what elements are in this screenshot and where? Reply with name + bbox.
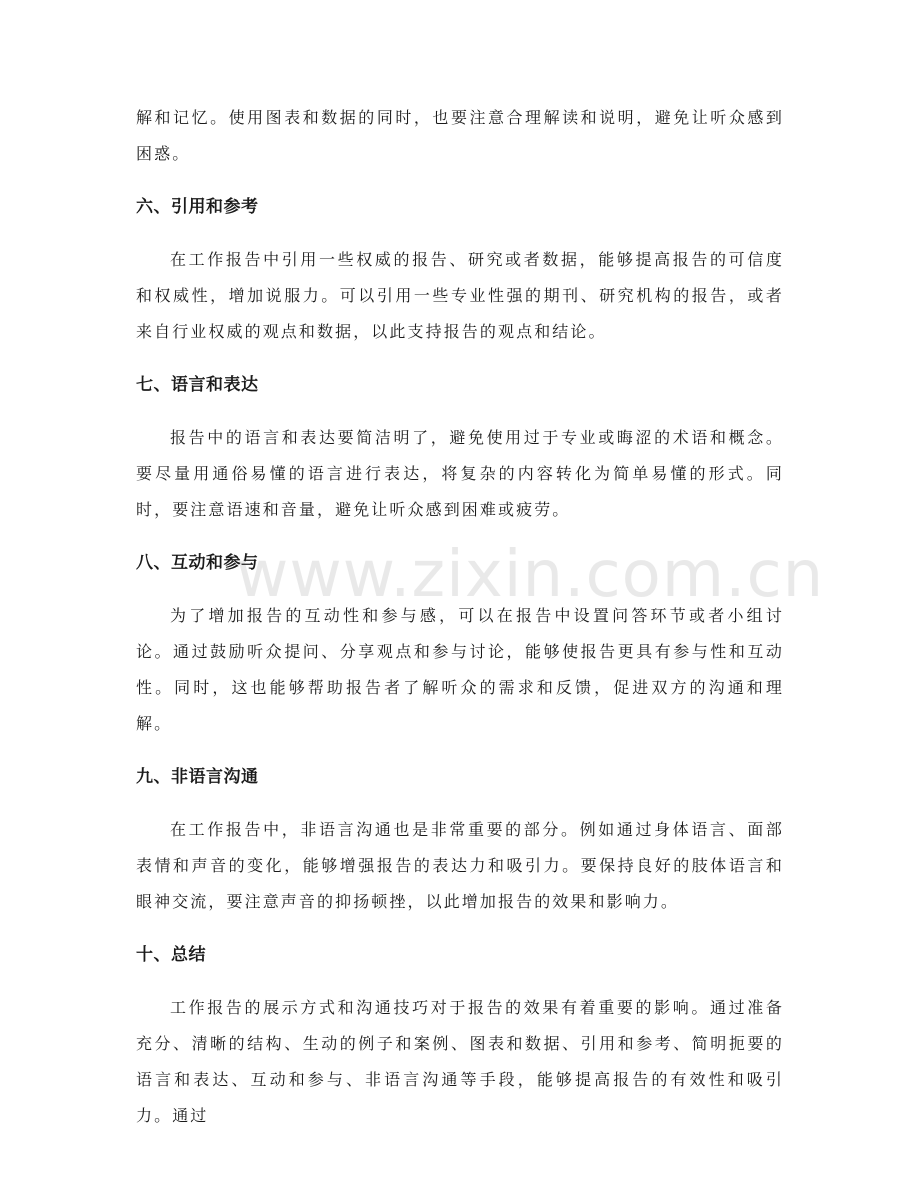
section-heading: 六、引用和参考 [136, 197, 259, 217]
section-paragraph: 工作报告的展示方式和沟通技巧对于报告的效果有着重要的影响。通过准备充分、清晰的结构、生动的例子和案例、图表和数据、引用和参考、简明扼要的语言和表达、互动和参与、非语言沟通等手段，能够提高报告的有效性和吸引力。通过 [136, 998, 784, 1125]
document-body [136, 100, 784, 1151]
section-interaction [136, 545, 784, 742]
section-heading: 八、互动和参与 [136, 553, 259, 573]
section-paragraph: 在工作报告中，非语言沟通也是非常重要的部分。例如通过身体语言、面部表情和声音的变化，能够增强报告的表达力和吸引力。要保持良好的肢体语言和眼神交流，要注意声音的抑扬顿挫，以此增加报告的效果和影响力。 [136, 820, 784, 911]
section-heading: 九、非语言沟通 [136, 767, 259, 787]
section-paragraph: 为了增加报告的互动性和参与感，可以在报告中设置问答环节或者小组讨论。通过鼓励听众提问、分享观点和参与讨论，能够使报告更具有参与性和互动性。同时，这也能够帮助报告者了解听众的需求和反馈，促进双方的沟通和理解。 [136, 606, 784, 733]
watermark: www.zixin.com.cn [236, 538, 825, 612]
section-heading: 七、语言和表达 [136, 375, 259, 395]
section-heading: 十、总结 [136, 945, 206, 965]
section-citations [136, 189, 784, 350]
section-paragraph: 报告中的语言和表达要简洁明了，避免使用过于专业或晦涩的术语和概念。要尽量用通俗易懂的语言进行表达，将复杂的内容转化为简单易懂的形式。同时，要注意语速和音量，避免让听众感到困难或疲劳。 [136, 428, 784, 519]
section-summary [136, 937, 784, 1134]
intro-paragraph: 解和记忆。使用图表和数据的同时，也要注意合理解读和说明，避免让听众感到困惑。 [136, 108, 784, 163]
section-language [136, 367, 784, 528]
section-nonverbal [136, 759, 784, 920]
section-paragraph: 在工作报告中引用一些权威的报告、研究或者数据，能够提高报告的可信度和权威性，增加说服力。可以引用一些专业性强的期刊、研究机构的报告，或者来自行业权威的观点和数据，以此支持报告的观点和结论。 [136, 250, 784, 341]
